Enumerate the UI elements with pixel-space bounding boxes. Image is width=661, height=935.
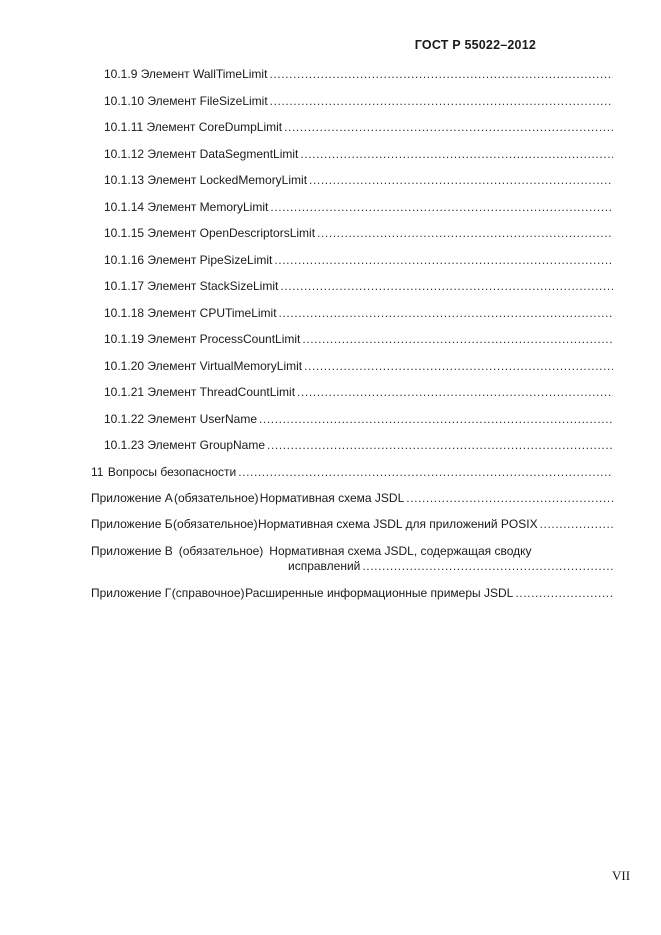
dot-leader — [317, 225, 613, 241]
appendix-type: (обязательное) — [173, 491, 259, 505]
appendix-title-continuation: исправлений — [288, 559, 361, 573]
toc-entry-text: 10.1.11 Элемент CoreDumpLimit — [104, 120, 283, 134]
page-number: VII — [612, 868, 631, 883]
toc-entry-text: 10.1.23 Элемент GroupName — [104, 438, 266, 452]
dot-leader — [267, 437, 613, 453]
toc-entry-text: 10.1.22 Элемент UserName — [104, 411, 257, 426]
section-number: 11 — [91, 465, 104, 479]
toc-entry — [104, 199, 613, 215]
toc-entry — [104, 66, 613, 82]
toc-entry-text: 10.1.10 Элемент FileSizeLimit — [104, 93, 268, 108]
appendix-name: Приложение Б — [91, 517, 173, 531]
toc-entry-text: 10.1.19 Элемент ProcessCountLimit — [104, 332, 301, 346]
toc-entry — [104, 252, 613, 268]
toc-entry — [104, 119, 613, 135]
document-header: ГОСТ Р 55022–2012 — [414, 38, 536, 52]
dot-leader — [540, 516, 613, 532]
toc-entry-text: 10.1.21 Элемент ThreadCountLimit — [104, 385, 296, 399]
dot-leader — [406, 490, 613, 506]
dot-leader — [280, 278, 613, 294]
dot-leader — [304, 358, 613, 374]
toc-entry — [104, 437, 613, 453]
dot-leader — [515, 585, 613, 601]
dot-leader — [309, 172, 613, 188]
dot-leader — [269, 66, 613, 82]
toc-entry-text: 10.1.15 Элемент OpenDescriptorsLimit — [104, 226, 316, 240]
toc-section-11 — [91, 464, 613, 480]
appendix-type: (справочное) — [171, 586, 245, 600]
toc-entry — [104, 225, 613, 241]
toc-entry-text: 10.1.12 Элемент DataSegmentLimit — [104, 146, 299, 161]
appendix-title: Нормативная схема JSDL — [259, 491, 405, 505]
appendix-type: (обязательное) — [178, 544, 264, 558]
dot-leader — [238, 464, 613, 480]
dot-leader — [279, 305, 613, 321]
toc-entry — [104, 305, 613, 321]
toc-appendix-b — [91, 516, 613, 532]
toc-entry-text: 10.1.18 Элемент CPUTimeLimit — [104, 305, 277, 320]
toc-entry-text: 10.1.16 Элемент PipeSizeLimit — [104, 252, 273, 267]
appendix-name: Приложение А — [91, 491, 173, 505]
dot-leader — [300, 146, 613, 162]
toc-entry — [104, 172, 613, 188]
toc-appendix-a — [91, 490, 613, 506]
appendix-name: Приложение В — [91, 544, 173, 558]
dot-leader — [274, 252, 613, 268]
toc-entry — [104, 411, 613, 427]
appendix-name: Приложение Г — [91, 586, 172, 600]
dot-leader — [270, 199, 613, 215]
dot-leader — [284, 119, 613, 135]
appendix-title: Нормативная схема JSDL для приложений POSIX — [258, 517, 538, 531]
appendix-title: Расширенные информационные примеры JSDL — [245, 586, 514, 600]
dot-leader — [302, 331, 613, 347]
toc-entry-text: 10.1.20 Элемент VirtualMemoryLimit — [104, 358, 303, 373]
toc-entry — [104, 278, 613, 294]
toc-appendix-v — [91, 543, 613, 559]
dot-leader — [362, 558, 613, 574]
toc-entry — [104, 331, 613, 347]
toc-entry — [104, 146, 613, 162]
dot-leader — [270, 93, 613, 109]
toc-entry-text: 10.1.17 Элемент StackSizeLimit — [104, 279, 279, 293]
section-title: Вопросы безопасности — [107, 465, 237, 479]
toc-entry — [104, 358, 613, 374]
toc-entry-text: 10.1.13 Элемент LockedMemoryLimit — [104, 173, 308, 187]
toc-entry-text: 10.1.14 Элемент MemoryLimit — [104, 199, 269, 214]
toc-entry — [104, 93, 613, 109]
toc-entry — [104, 384, 613, 400]
appendix-type: (обязательное) — [173, 517, 258, 531]
appendix-title: Нормативная схема JSDL, содержащая сводку — [269, 544, 532, 558]
dot-leader — [297, 384, 613, 400]
toc-appendix-g — [91, 585, 613, 601]
dot-leader — [259, 411, 613, 427]
toc-entry-text: 10.1.9 Элемент WallTimeLimit — [104, 67, 268, 81]
toc-appendix-v-continuation — [288, 558, 613, 574]
